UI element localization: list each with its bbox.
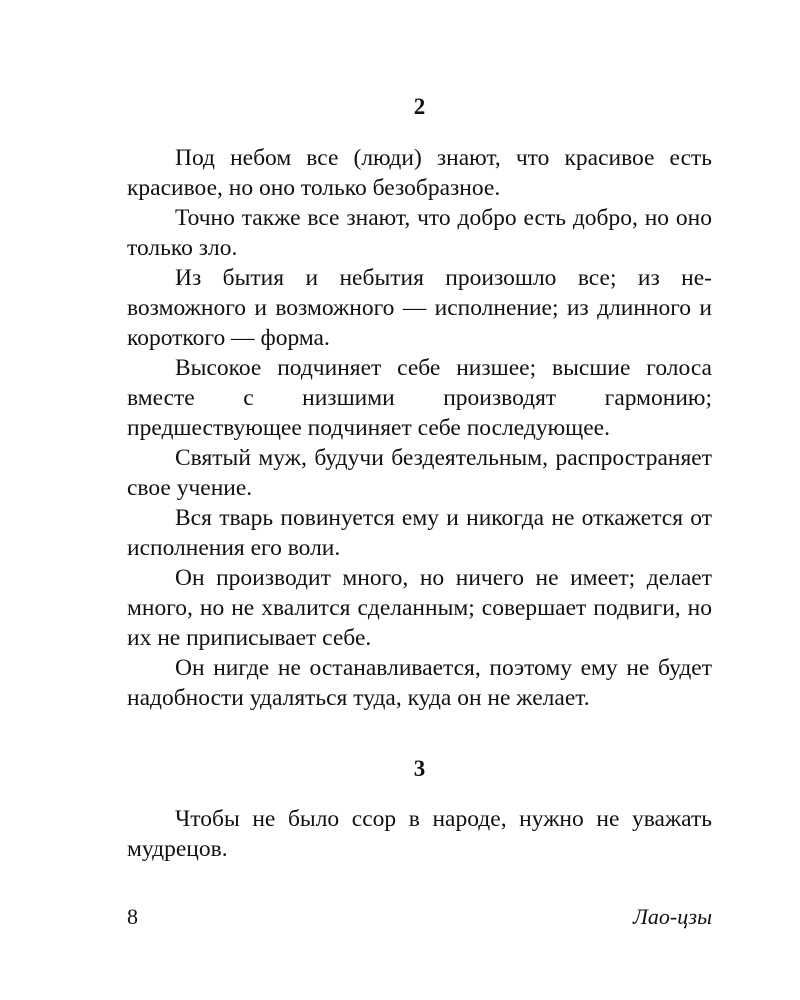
paragraph: Он производит много, но ничего не имеет; делает много, но не хвалится сделанным; совершает подвиги, но их не приписывает себе. <box>127 565 712 651</box>
paragraph: Святый муж, будучи бездеятельным, распространяет свое учение. <box>127 445 712 501</box>
page-number: 8 <box>127 904 138 929</box>
section-number: 2 <box>413 94 426 119</box>
paragraph: Высокое подчиняет себе низшее; высшие голоса вместе с низшими производят гармонию; предшествующее подчиняет себе последующее. <box>127 355 712 441</box>
section-text <box>127 804 712 864</box>
paragraph: Из бытия и небытия произошло все; из невозможного и возможного — исполнение; из длинного и короткого — форма. <box>127 265 712 351</box>
paragraph: Под небом все (люди) знают, что красивое есть красивое, но оно только безобразное. <box>127 145 712 201</box>
book-page <box>127 0 712 1000</box>
paragraph: Вся тварь повинуется ему и никогда не откажется от исполнения его воли. <box>127 505 712 561</box>
running-title: Лао-цзы <box>633 904 712 929</box>
section-number: 3 <box>413 756 426 781</box>
paragraph: Он нигде не останавливается, поэтому ему не будет надобности удаляться туда, куда он не желает. <box>127 655 712 711</box>
paragraph: Чтобы не было ссор в народе, нужно не уважать мудрецов. <box>127 806 712 862</box>
section-text <box>127 143 712 713</box>
paragraph: Точно также все знают, что добро есть добро, но оно только зло. <box>127 205 712 261</box>
